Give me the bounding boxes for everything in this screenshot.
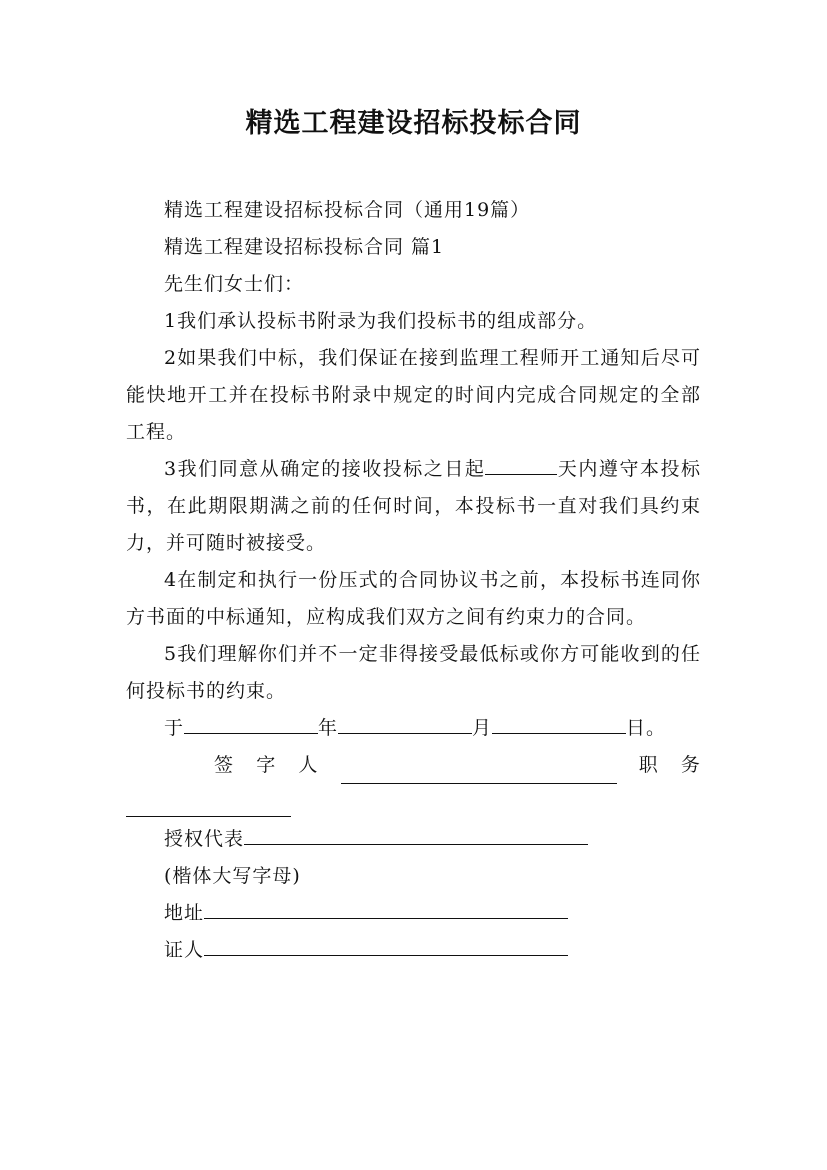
address-label: 地址 — [164, 902, 205, 924]
chapter-heading: 精选工程建设招标投标合同 篇1 — [164, 236, 445, 258]
date-blank-2 — [338, 713, 472, 734]
witness-line — [126, 932, 701, 969]
sign-zhi: 职 — [638, 754, 659, 776]
greeting-line: 先生们女士们： — [164, 273, 305, 295]
document-body — [126, 192, 701, 969]
days-blank — [485, 454, 557, 475]
subtitle-line: 精选工程建设招标投标合同（通用19篇） — [164, 199, 531, 221]
date-line — [126, 710, 701, 747]
paragraph-4: 4在制定和执行一份压式的合同协议书之前，本投标书连同你方书面的中标通知，应构成我们双方之间有约束力的合同。 — [126, 569, 701, 628]
paragraph-1: 1我们承认投标书附录为我们投标书的组成部分。 — [164, 310, 598, 332]
paragraph-3-start: 3我们同意从确定的接收投标之日起 — [164, 458, 486, 480]
witness-label: 证人 — [164, 939, 205, 961]
sign-zi: 字 — [256, 754, 277, 776]
sign-wu: 务 — [680, 754, 701, 776]
signatory-line — [126, 747, 701, 784]
date-yu: 于 — [164, 717, 185, 739]
paragraph-5: 5我们理解你们并不一定非得接受最低标或你方可能收到的任何投标书的约束。 — [126, 643, 701, 702]
date-blank-3 — [492, 713, 626, 734]
document-title: 精选工程建设招标投标合同 — [245, 108, 582, 139]
signatory-blank — [341, 763, 617, 784]
address-blank — [204, 898, 568, 919]
date-blank-1 — [184, 713, 318, 734]
paragraph-3-rest: 天内遵守本投标书，在此期限期满之前的任何时间，本投标书一直对我们具约束力，并可随时被接受。 — [126, 458, 701, 554]
date-yue: 月 — [472, 717, 493, 739]
date-ri: 日。 — [626, 717, 667, 739]
sign-qian: 签 — [214, 754, 235, 776]
sign-ren: 人 — [298, 754, 319, 776]
paragraph-3 — [126, 451, 701, 562]
position-blank-row — [126, 784, 291, 821]
date-nian: 年 — [318, 717, 339, 739]
position-blank — [126, 796, 291, 817]
authorized-rep-label: 授权代表 — [164, 828, 245, 850]
paragraph-2: 2如果我们中标，我们保证在接到监理工程师开工通知后尽可能快地开工并在投标书附录中规定的时间内完成合同规定的全部工程。 — [126, 347, 701, 443]
authorized-rep-line — [126, 821, 701, 858]
authorized-rep-blank — [244, 824, 588, 845]
witness-blank — [204, 935, 568, 956]
note-line: (楷体大写字母) — [164, 865, 301, 887]
address-line — [126, 895, 701, 932]
